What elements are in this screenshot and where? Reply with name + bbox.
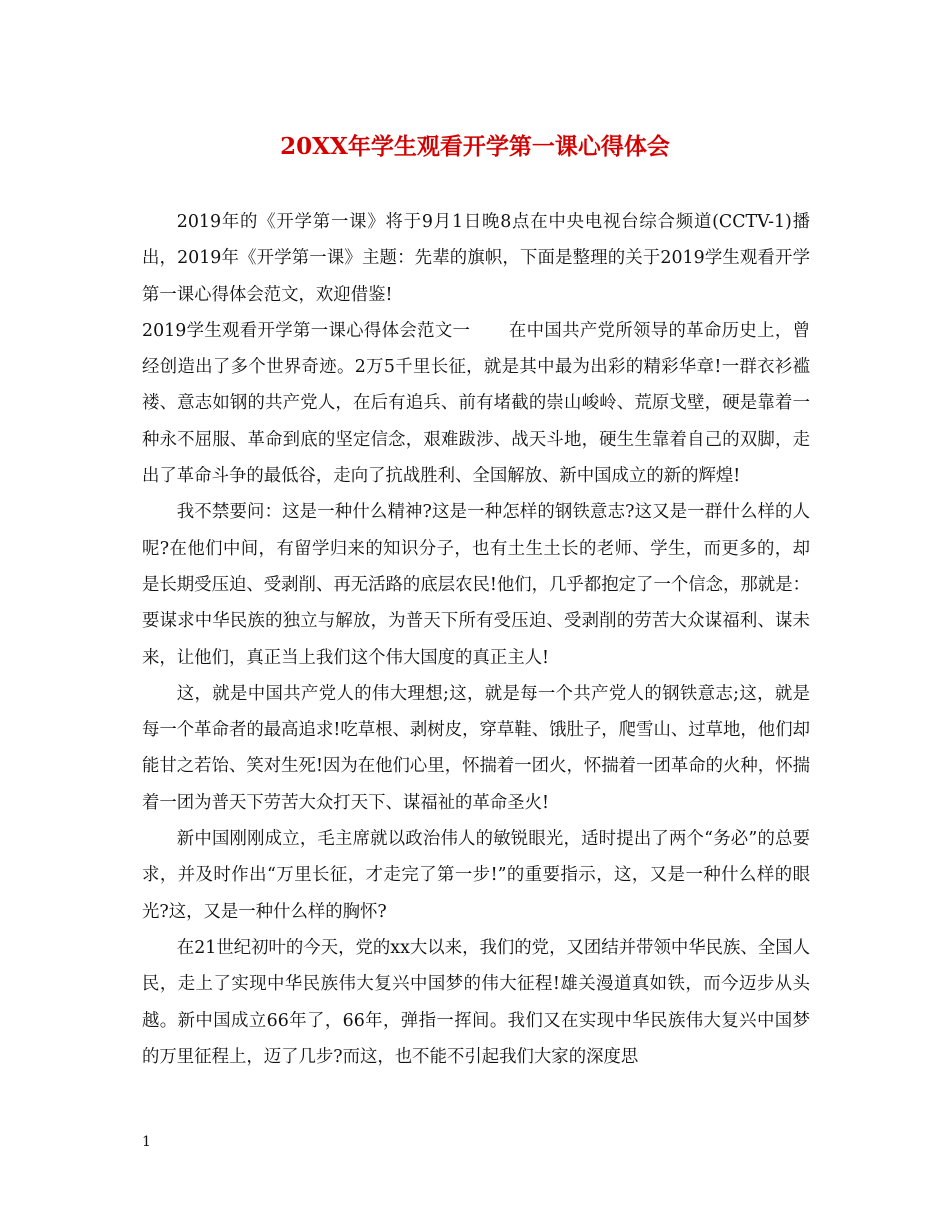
page-number: 1 xyxy=(142,1134,151,1150)
paragraph-essay-one xyxy=(142,313,810,494)
essay-heading: 2019学生观看开学第一课心得体会范文一 xyxy=(142,320,471,341)
paragraph-today: 在21世纪初叶的今天，党的xx大以来，我们的党，又团结并带领中华民族、全国人民，走上了实现中华民族伟大复兴中国梦的伟大征程!雄关漫道真如铁，而今迈步从头越。新中国成立66年了，66年，弹指一挥间。我们又在实现中华民族伟大复兴中国梦的万里征程上，迈了几步?而这，也不能不引起我们大家的深度思 xyxy=(142,937,810,1067)
document-title: 20XX年学生观看开学第一课心得体会 xyxy=(280,133,670,160)
paragraph-new-china: 新中国刚刚成立，毛主席就以政治伟人的敏锐眼光，适时提出了两个“务必”的总要求，并及时作出“万里长征，才走完了第一步!”的重要指示，这，又是一种什么样的眼光?这，又是一种什么样的胸怀? xyxy=(142,829,810,922)
document-body xyxy=(142,204,810,1075)
paragraph-ideal: 这，就是中国共产党人的伟大理想;这，就是每一个共产党人的钢铁意志;这，就是每一个革命者的最高追求!吃草根、剥树皮，穿草鞋、饿肚子，爬雪山、过草地，他们却能甘之若饴、笑对生死!因为在他们心里，怀揣着一团火，怀揣着一团革命的火种，怀揣着一团为普天下劳苦大众打天下、谋福祉的革命圣火! xyxy=(142,683,810,813)
essay-text: 在中国共产党所领导的革命历史上，曾经创造出了多个世界奇迹。2万5千里长征，就是其中最为出彩的精彩华章!一群衣衫褴褛、意志如钢的共产党人，在后有追兵、前有堵截的崇山峻岭、荒原戈壁，硬是靠着一种永不屈服、革命到底的坚定信念，艰难跋涉、战天斗地，硬生生靠着自己的双脚，走出了革命斗争的最低谷，走向了抗战胜利、全国解放、新中国成立的新的辉煌! xyxy=(142,320,810,487)
paragraph-intro: 2019年的《开学第一课》将于9月1日晚8点在中央电视台综合频道(CCTV-1)播出，2019年《开学第一课》主题：先辈的旗帜，下面是整理的关于2019学生观看开学第一课心得体会范文，欢迎借鉴! xyxy=(142,212,810,305)
paragraph-question: 我不禁要问：这是一种什么精神?这是一种怎样的钢铁意志?这又是一群什么样的人呢?在他们中间，有留学归来的知识分子，也有土生土长的老师、学生，而更多的，却是长期受压迫、受剥削、再无活路的底层农民!他们，几乎都抱定了一个信念，那就是：要谋求中华民族的独立与解放，为普天下所有受压迫、受剥削的劳苦大众谋福利、谋未来，让他们，真正当上我们这个伟大国度的真正主人! xyxy=(142,502,810,668)
